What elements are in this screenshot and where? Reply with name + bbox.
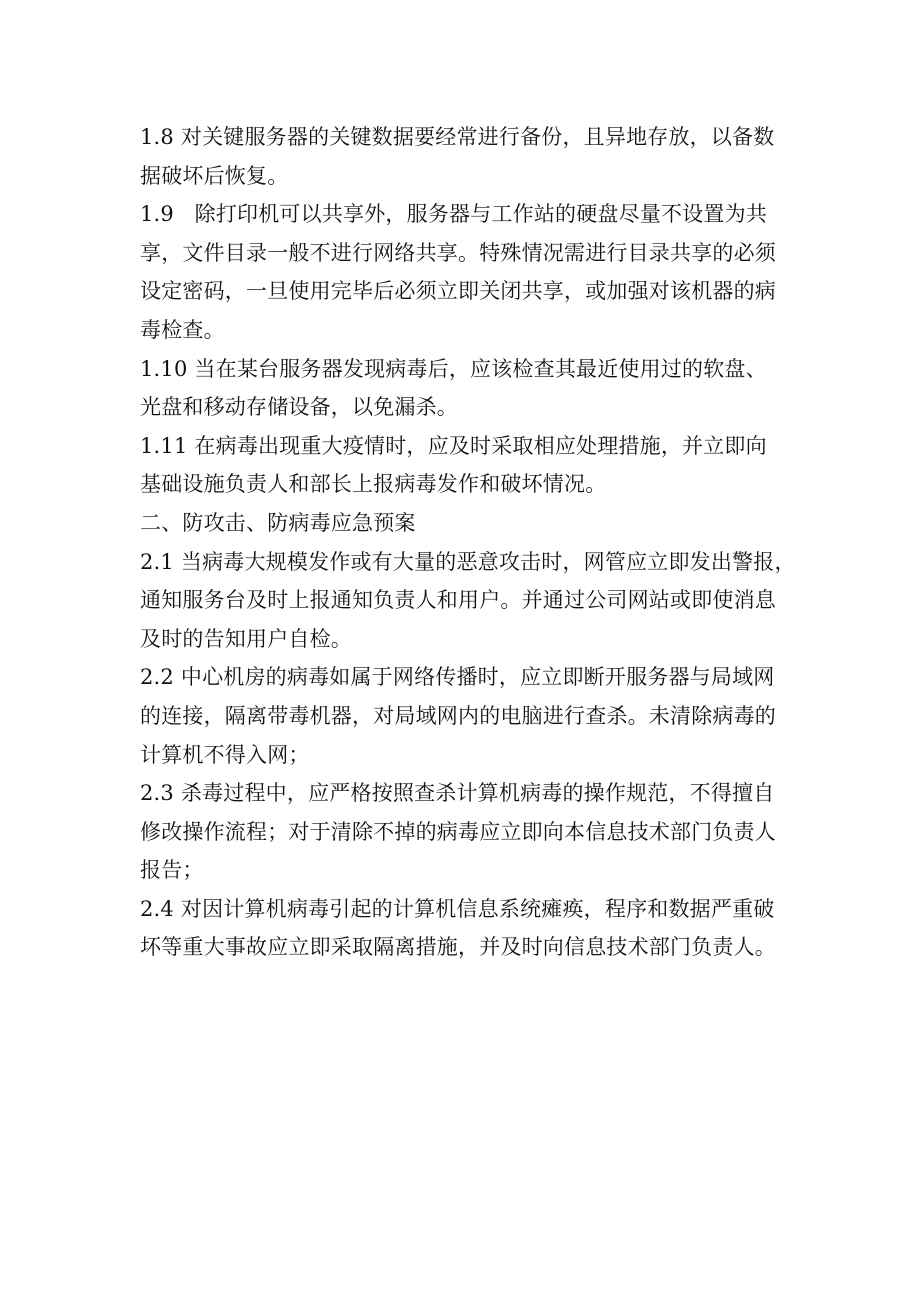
text-line: 毒检查。 [140,317,225,342]
text-line: 2.1 当病毒大规模发作或有大量的恶意攻击时，网管应立即发出警报， [140,549,796,574]
text-line: 修改操作流程；对于清除不掉的病毒应立即向本信息技术部门负责人 [140,819,776,844]
text-line: 1.11 在病毒出现重大疫情时，应及时采取相应处理措施，并立即向 [140,433,767,458]
paragraph-1-8 [140,118,800,195]
text-line: 基础设施负责人和部长上报病毒发作和破坏情况。 [140,472,607,497]
text-line: 计算机不得入网； [140,742,310,767]
paragraph-2-2 [140,658,800,774]
paragraph-2-1 [140,543,800,659]
document-body [140,118,800,967]
text-line: 2.2 中心机房的病毒如属于网络传播时，应立即断开服务器与局域网 [140,665,775,690]
text-line: 的连接，隔离带毒机器，对局域网内的电脑进行查杀。未清除病毒的 [140,703,776,728]
text-line: 坏等重大事故应立即采取隔离措施，并及时向信息技术部门负责人。 [140,935,776,960]
paragraph-2-3 [140,774,800,890]
text-line: 报告； [140,858,204,883]
text-line: 1.8 对关键服务器的关键数据要经常进行备份，且异地存放，以备数 [140,125,775,149]
paragraph-1-9 [140,195,800,349]
text-line: 据破坏后恢复。 [140,163,289,188]
text-line: 及时的告知用户自检。 [140,626,352,651]
text-line: 2.3 杀毒过程中，应严格按照查杀计算机病毒的操作规范，不得擅自 [140,781,775,806]
paragraph-1-10 [140,350,800,427]
paragraph-1-11 [140,427,800,504]
section-heading-2 [140,504,800,543]
paragraph-2-4 [140,890,800,967]
text-line: 1.10 当在某台服务器发现病毒后，应该检查其最近使用过的软盘、 [140,356,767,381]
text-line: 光盘和移动存储设备，以免漏杀。 [140,395,458,420]
text-line: 2.4 对因计算机病毒引起的计算机信息系统瘫痪，程序和数据严重破 [140,896,775,921]
text-line: 1.9 除打印机可以共享外，服务器与工作站的硬盘尽量不设置为共 [140,202,768,227]
text-line: 享，文件目录一般不进行网络共享。特殊情况需进行目录共享的必须 [140,240,776,265]
text-line: 设定密码，一旦使用完毕后必须立即关闭共享，或加强对该机器的病 [140,279,776,304]
section-heading-text: 二、防攻击、防病毒应急预案 [140,510,416,535]
text-line: 通知服务台及时上报通知负责人和用户。并通过公司网站或即使消息 [140,588,776,613]
